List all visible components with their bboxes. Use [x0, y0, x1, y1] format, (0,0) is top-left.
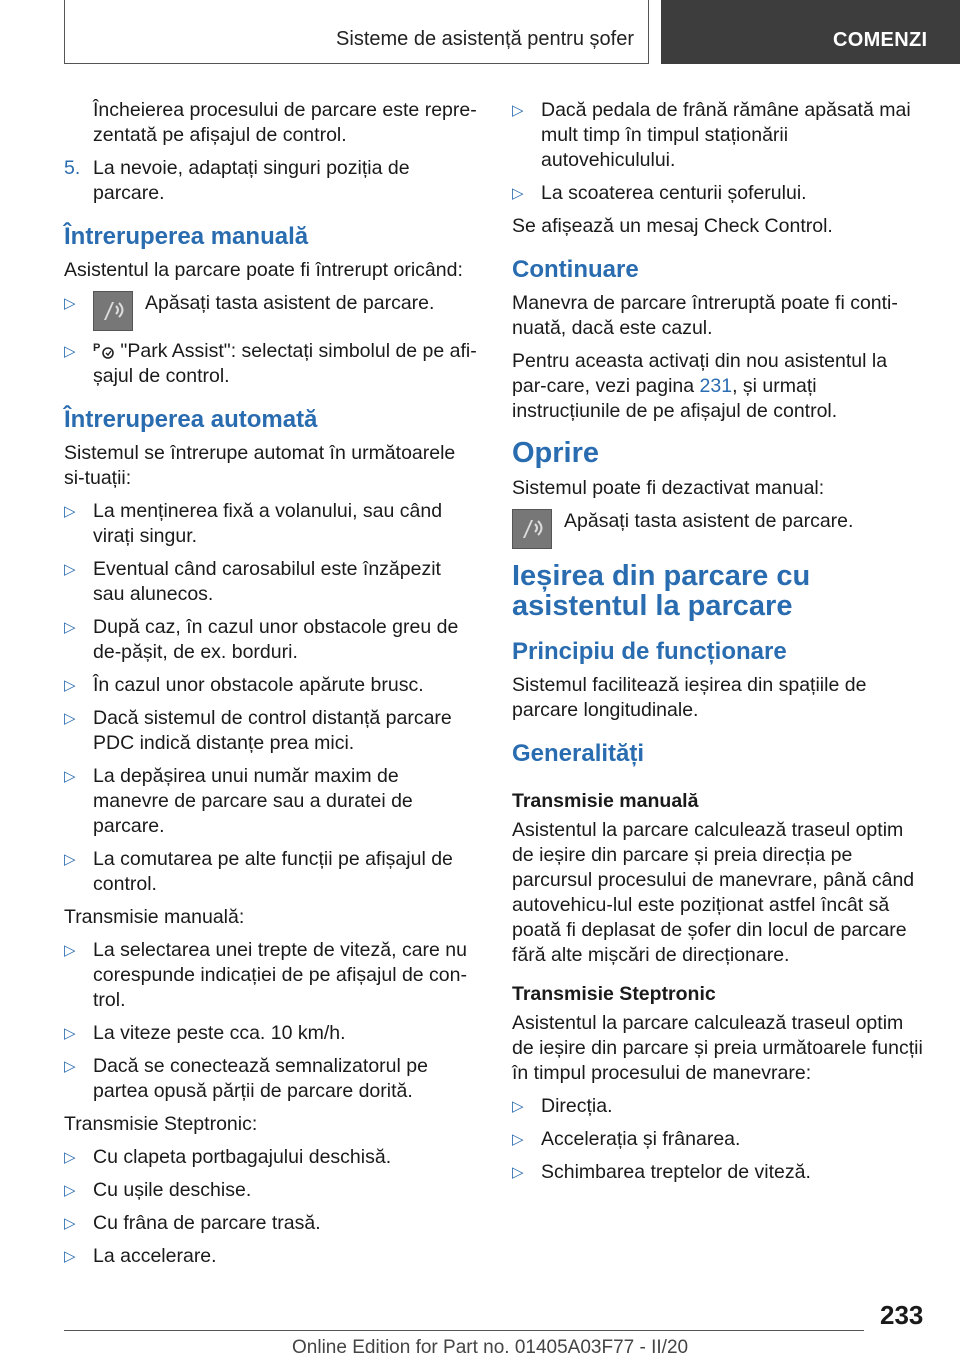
list-item-text: Dacă pedala de frână rămâne apăsată mai mult timp în timpul staționării autovehiculului. [541, 99, 911, 171]
triangle-bullet-icon: ▷ [64, 1058, 76, 1075]
manual-item-2 [64, 339, 477, 389]
triangle-bullet-icon: ▷ [512, 102, 524, 119]
manual-trans-text: Asistentul la parcare calculează traseul optim de ieșire din parcare și preia direcția pe parcursul procesului de manevrare, până când autovehicu-lul este poziționat astfel încât să poată fi deplasat de șofer din locul de parcare fără alte mișcări de direcționare. [512, 819, 915, 966]
list-item [64, 1178, 477, 1203]
triangle-bullet-icon: ▷ [64, 710, 76, 727]
continue-p2 [512, 349, 927, 424]
list-item-text: Eventual când carosabilul este înzăpezit sau alunecos. [93, 558, 441, 605]
stop-intro: Sistemul poate fi dezactivat manual: [512, 477, 825, 499]
triangle-bullet-icon: ▷ [64, 942, 76, 959]
left-column [64, 98, 477, 1277]
list-item-text: La depășirea unui număr maxim de manevre de parcare sau a duratei de parcare. [93, 765, 413, 837]
triangle-bullet-icon: ▷ [64, 1182, 76, 1199]
continue-p1: Manevra de parcare întreruptă poate fi conti-nuată, dacă este cazul. [512, 292, 898, 339]
triangle-bullet-icon: ▷ [64, 295, 76, 312]
list-item [64, 706, 477, 756]
list-item-text: Cu frâna de parcare trasă. [93, 1212, 321, 1234]
park-assist-symbol-icon [93, 340, 115, 360]
list-item-text: Schimbarea treptelor de viteză. [541, 1161, 811, 1183]
list-item-text: La comutarea pe alte funcții pe afișajul de control. [93, 848, 453, 895]
triangle-bullet-icon: ▷ [512, 1164, 524, 1181]
triangle-bullet-icon: ▷ [64, 1149, 76, 1166]
step-text: La nevoie, adaptați singuri poziția de parcare. [93, 157, 410, 204]
list-item-text: După caz, în cazul unor obstacole greu de de-pășit, de ex. borduri. [93, 616, 459, 663]
check-control-text: Se afișează un mesaj Check Control. [512, 215, 833, 237]
list-item [64, 847, 477, 897]
manual-intro: Asistentul la parcare poate fi întrerupt oricând: [64, 259, 463, 281]
triangle-bullet-icon: ▷ [64, 677, 76, 694]
triangle-bullet-icon: ▷ [64, 1215, 76, 1232]
list-item [64, 1145, 477, 1170]
auto-intro: Sistemul se întrerupe automat în următoarele si-tuații: [64, 442, 456, 489]
manual-item-2-text: "Park Assist": selectați simbolul de pe afi-șajul de control. [93, 340, 477, 387]
list-item-text: La menținerea fixă a volanului, sau când virați singur. [93, 500, 443, 547]
header-chapter-box [661, 0, 960, 64]
triangle-bullet-icon: ▷ [64, 768, 76, 785]
list-item [64, 499, 477, 549]
list-item [64, 1244, 477, 1269]
heading-manual-interrupt: Întreruperea manuală [64, 223, 309, 250]
continue-p2-end: , și urmați instrucțiunile de pe afișajul de control. [512, 375, 838, 422]
list-item-text: La accelerare. [93, 1245, 217, 1267]
list-item [64, 1211, 477, 1236]
footer-edition: Online Edition for Part no. 01405A03F77 - II/20 [292, 1337, 689, 1358]
heading-steptronic: Transmisie Steptronic [512, 983, 716, 1005]
list-item [512, 1127, 927, 1152]
principle-text: Sistemul facilitează ieșirea din spațiile de parcare longitudinale. [512, 674, 867, 721]
triangle-bullet-icon: ▷ [64, 619, 76, 636]
step-number: 5. [64, 157, 81, 179]
step-5 [64, 156, 477, 206]
triangle-bullet-icon: ▷ [512, 1131, 524, 1148]
heading-stop: Oprire [512, 437, 600, 469]
page-number: 233 [880, 1300, 924, 1330]
svg-text:P: P [93, 342, 101, 354]
manual-trans-label: Transmisie manuală: [64, 906, 245, 928]
list-item [512, 98, 927, 173]
triangle-bullet-icon: ▷ [64, 851, 76, 868]
heading-auto-interrupt: Întreruperea automată [64, 406, 318, 433]
list-item [512, 1160, 927, 1185]
heading-principle: Principiu de funcționare [512, 638, 787, 665]
manual-item-1 [64, 291, 477, 331]
list-item [64, 764, 477, 839]
continue-p2-start: Pentru aceasta activați din nou asistentul la par-care, vezi pagina [512, 350, 888, 397]
list-item-text: La scoaterea centurii șoferului. [541, 182, 807, 204]
list-item [64, 557, 477, 607]
footer-divider [64, 1330, 864, 1331]
header-section-title: Sisteme de asistență pentru șofer [336, 28, 634, 50]
list-item [64, 673, 477, 698]
heading-continue: Continuare [512, 256, 639, 283]
list-item-text: Accelerația și frânarea. [541, 1128, 741, 1150]
triangle-bullet-icon: ▷ [64, 343, 76, 360]
header-chapter-title: COMENZI [833, 29, 928, 51]
right-column [512, 98, 927, 1193]
steptronic-label: Transmisie Steptronic: [64, 1113, 258, 1135]
list-item [512, 181, 927, 206]
intro-continuation: Încheierea procesului de parcare este repre-zentată pe afișajul de control. [93, 99, 477, 146]
heading-exit-parking: Ieșirea din parcare cu asistentul la parcare [512, 560, 811, 622]
list-item [64, 938, 477, 1013]
list-item [64, 1054, 477, 1104]
list-item-text: Cu clapeta portbagajului deschisă. [93, 1146, 392, 1168]
heading-manual-trans: Transmisie manuală [512, 790, 699, 812]
triangle-bullet-icon: ▷ [512, 1098, 524, 1115]
list-item [64, 1021, 477, 1046]
list-item [512, 1094, 927, 1119]
steptronic-text: Asistentul la parcare calculează traseul optim de ieșire din parcare și preia următoarele funcții în timpul procesului de manevrare: [512, 1012, 923, 1084]
stop-item [512, 509, 927, 549]
heading-general: Generalități [512, 740, 645, 767]
header-section-box [64, 0, 649, 64]
triangle-bullet-icon: ▷ [64, 561, 76, 578]
list-item-text: În cazul unor obstacole apărute brusc. [93, 674, 424, 696]
page-link-231[interactable]: 231 [699, 375, 733, 397]
triangle-bullet-icon: ▷ [64, 1248, 76, 1265]
manual-item-1-text: Apăsați tasta asistent de parcare. [145, 292, 435, 314]
list-item-text: La viteze peste cca. 10 km/h. [93, 1022, 346, 1044]
park-assist-button-icon [93, 291, 133, 331]
list-item-text: Cu ușile deschise. [93, 1179, 252, 1201]
triangle-bullet-icon: ▷ [64, 1025, 76, 1042]
triangle-bullet-icon: ▷ [64, 503, 76, 520]
list-item-text: Dacă sistemul de control distanță parcare PDC indică distanțe prea mici. [93, 707, 452, 754]
stop-item-text: Apăsați tasta asistent de parcare. [564, 510, 854, 532]
list-item-text: Direcția. [541, 1095, 613, 1117]
list-item [64, 615, 477, 665]
park-assist-button-icon [512, 509, 552, 549]
triangle-bullet-icon: ▷ [512, 185, 524, 202]
list-item-text: Dacă se conectează semnalizatorul pe partea opusă părții de parcare dorită. [93, 1055, 428, 1102]
list-item-text: La selectarea unei trepte de viteză, care nu corespunde indicației de pe afișajul de con-trol. [93, 939, 467, 1011]
